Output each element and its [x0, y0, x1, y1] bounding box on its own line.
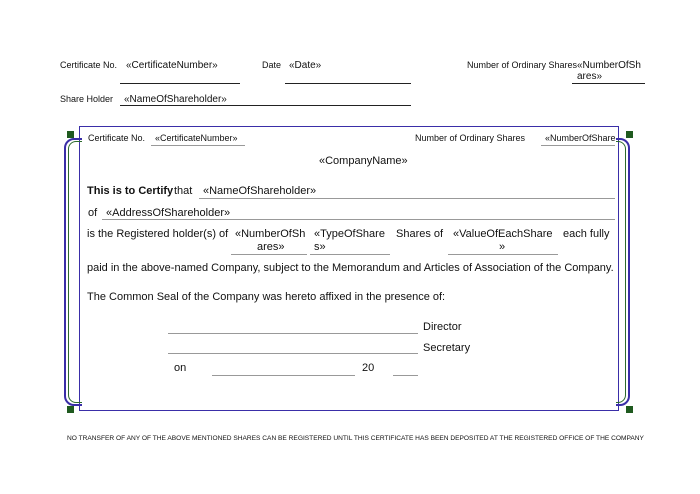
corner-ornament-bl: [67, 406, 74, 413]
holder-underline: [120, 105, 411, 106]
year-line: [393, 375, 418, 376]
secretary-signature-line: [168, 353, 418, 354]
year-prefix: 20: [362, 362, 375, 374]
share-type-line2: s»: [314, 241, 326, 253]
date-label: Date: [262, 60, 282, 70]
corner-ornament-br: [626, 406, 633, 413]
shares-value: «NumberOfShare: [545, 133, 616, 143]
address-underline: [102, 219, 615, 220]
registered-text: is the Registered holder(s) of: [87, 228, 229, 240]
certify-that: that: [174, 185, 193, 197]
cert-no-value: «CertificateNumber»: [126, 60, 218, 71]
share-type-line1: «TypeOfShare: [314, 228, 385, 240]
num-shares-line2: ares»: [257, 241, 285, 253]
share-type-underline: [310, 254, 390, 255]
each-fully-text: each fully: [563, 228, 610, 240]
of-label: of: [88, 207, 98, 219]
director-label: Director: [423, 321, 462, 333]
secretary-label: Secretary: [423, 342, 471, 354]
date-value: «Date»: [289, 60, 322, 71]
cert-no-underline: [151, 145, 245, 146]
cert-no-label: Certificate No.: [88, 133, 146, 143]
director-signature-line: [168, 333, 418, 334]
shares-value-line1: «NumberOfSh: [577, 60, 641, 71]
cert-no-value: «CertificateNumber»: [155, 133, 238, 143]
holder-value: «NameOfShareholder»: [124, 94, 227, 105]
num-shares-underline: [231, 254, 307, 255]
shares-label: Number of Ordinary Shares: [467, 60, 578, 70]
corner-ornament-tr: [626, 131, 633, 138]
cert-no-label: Certificate No.: [60, 60, 118, 70]
seal-text: The Common Seal of the Company was hereto affixed in the presence of:: [87, 291, 446, 303]
corner-ornament-tl: [67, 131, 74, 138]
shares-label: Number of Ordinary Shares: [415, 133, 526, 143]
company-name: «CompanyName»: [319, 155, 408, 167]
shareholder-name: «NameOfShareholder»: [203, 185, 317, 197]
on-label: on: [174, 362, 187, 374]
num-shares-line1: «NumberOfSh: [235, 228, 306, 240]
transfer-notice: NO TRANSFER OF ANY OF THE ABOVE MENTIONED SHARES CAN BE REGISTERED UNTIL THIS CERTIFICATE HAS BEEN DEPOSITED AT THE REGISTERED OFFICE OF THE COMPANY: [67, 435, 644, 442]
shares-underline: [572, 83, 645, 84]
address: «AddressOfShareholder»: [106, 207, 231, 219]
date-signed-line: [212, 375, 355, 376]
shares-underline: [541, 145, 615, 146]
certify-heading: This is to Certify: [87, 185, 174, 197]
share-value-line1: «ValueOfEachShare: [453, 228, 553, 240]
shares-of-text: Shares of: [396, 228, 444, 240]
date-underline: [285, 83, 411, 84]
share-value-underline: [448, 254, 558, 255]
paid-text: paid in the above-named Company, subject to the Memorandum and Articles of Association of the Company.: [87, 262, 614, 274]
share-value-line2: »: [499, 241, 506, 253]
cert-no-underline: [120, 83, 240, 84]
shareholder-underline: [199, 198, 615, 199]
holder-label: Share Holder: [60, 94, 114, 104]
shares-value-line2: ares»: [577, 71, 603, 82]
